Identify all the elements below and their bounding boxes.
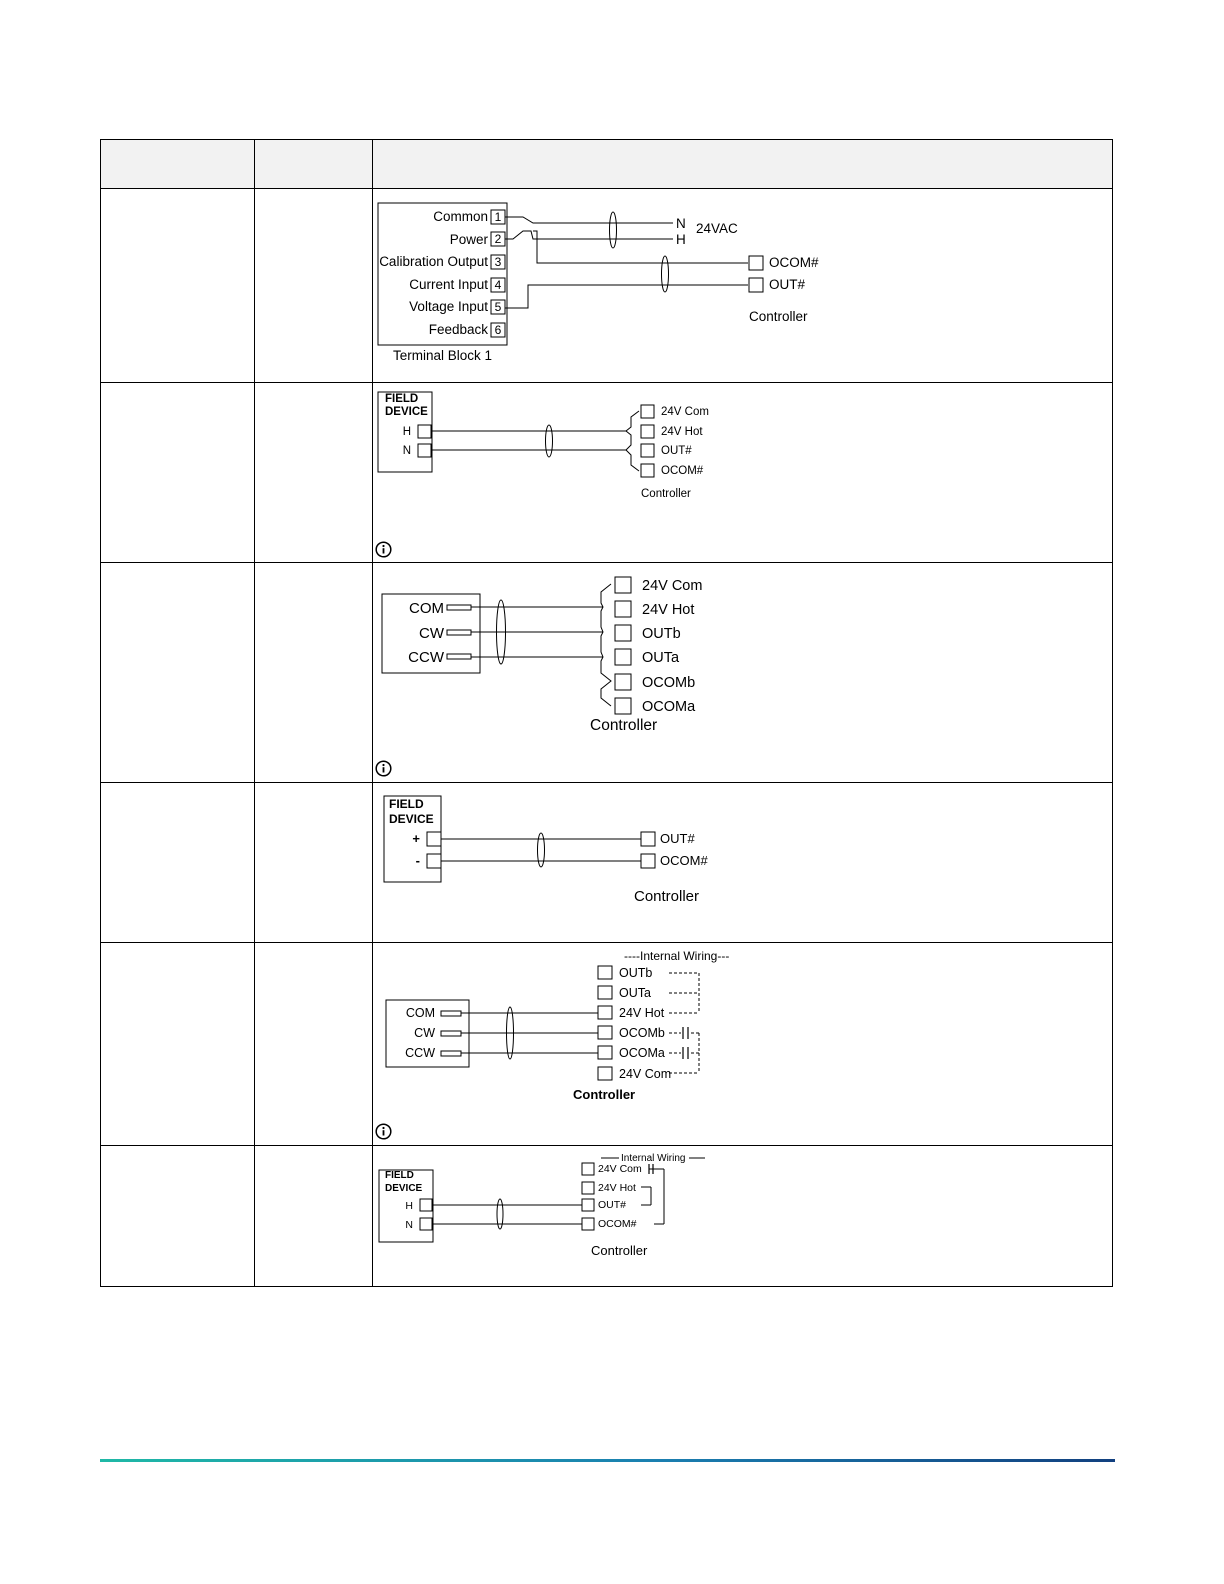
terminal-label: Common <box>433 209 489 224</box>
controller-terminal-label: OCOM# <box>661 465 704 477</box>
device-terminal-label: CW <box>419 625 445 642</box>
controller-terminal-label: OUT# <box>769 277 806 292</box>
field-device-wiring-diagram <box>373 383 1112 562</box>
header-cell-2 <box>255 140 373 189</box>
field-device-label: DEVICE <box>385 406 429 418</box>
controller-terminal-label: OUT# <box>660 831 695 846</box>
table-row <box>101 189 1113 383</box>
row-6-col-2 <box>255 1146 373 1287</box>
supply-voltage-label: 24VAC <box>696 221 739 236</box>
controller-terminal-label: 24V Hot <box>642 602 695 618</box>
terminal-label: Voltage Input <box>409 299 489 314</box>
terminal-label: Current Input <box>409 277 489 292</box>
info-icon <box>375 541 392 558</box>
internal-wiring-label: Internal Wiring <box>621 1153 686 1164</box>
controller-label: Controller <box>634 888 700 905</box>
table-row <box>101 1146 1113 1287</box>
row-5-diagram-cell <box>373 943 1113 1146</box>
controller-terminal-label: 24V Hot <box>619 1006 665 1020</box>
floating-actuator-wiring-diagram <box>373 563 1112 782</box>
controller-terminal-label: OUTb <box>619 966 653 980</box>
header-cell-3 <box>373 140 1113 189</box>
controller-terminal-label: 24V Hot <box>661 426 703 438</box>
row-5-col-1 <box>101 943 255 1146</box>
terminal-number: 3 <box>494 255 502 269</box>
controller-label: Controller <box>590 717 658 734</box>
row-2-col-2 <box>255 383 373 563</box>
table-row <box>101 783 1113 943</box>
controller-terminal-label: OUT# <box>661 445 692 457</box>
field-device-label: FIELD <box>385 1170 415 1181</box>
device-terminal-label: CW <box>414 1026 436 1040</box>
internal-wiring-actuator-diagram <box>373 943 1112 1145</box>
device-terminal-label: N <box>402 445 412 457</box>
device-terminal-label: COM <box>409 600 445 617</box>
controller-terminal-label: OCOM# <box>769 255 819 270</box>
row-5-col-2 <box>255 943 373 1146</box>
controller-terminal-label: 24V Com <box>598 1163 643 1175</box>
info-icon <box>375 760 392 777</box>
controller-terminal-label: OCOMa <box>619 1046 666 1060</box>
table-row <box>101 383 1113 563</box>
row-4-diagram-cell <box>373 783 1113 943</box>
row-4-col-2 <box>255 783 373 943</box>
controller-label: Controller <box>591 1243 648 1258</box>
controller-terminal-label: OCOMb <box>642 675 696 691</box>
wiring-table <box>100 139 1113 1287</box>
device-terminal-label: N <box>405 1219 414 1231</box>
terminal-number: 4 <box>494 278 502 292</box>
table-header-row <box>101 140 1113 189</box>
row-3-col-2 <box>255 563 373 783</box>
table-row <box>101 563 1113 783</box>
row-6-diagram-cell <box>373 1146 1113 1287</box>
supply-hot-label: H <box>676 232 686 247</box>
row-2-diagram-cell <box>373 383 1113 563</box>
controller-terminal-label: OUTa <box>619 986 652 1000</box>
row-3-col-1 <box>101 563 255 783</box>
terminal-label: Power <box>449 232 489 247</box>
field-device-label: FIELD <box>385 393 419 405</box>
field-device-label: DEVICE <box>385 1183 423 1194</box>
terminal-block-label: Terminal Block 1 <box>393 348 493 363</box>
device-terminal-label: H <box>402 426 412 438</box>
device-terminal-label: - <box>415 853 421 868</box>
terminal-number: 2 <box>494 232 502 246</box>
field-device-label: FIELD <box>389 797 424 811</box>
row-1-col-1 <box>101 189 255 383</box>
device-terminal-label: COM <box>406 1006 436 1020</box>
analog-output-wiring-diagram <box>373 783 1112 942</box>
info-icon <box>375 1123 392 1140</box>
footer-rule <box>100 1459 1115 1462</box>
field-device-label: DEVICE <box>389 812 434 826</box>
header-cell-1 <box>101 140 255 189</box>
controller-label: Controller <box>573 1087 636 1102</box>
internal-wiring-field-device-diagram <box>373 1146 1112 1286</box>
terminal-label: Feedback <box>428 322 489 337</box>
row-1-diagram-cell <box>373 189 1113 383</box>
terminal-label: Calibration Output <box>379 254 489 269</box>
terminal-number: 6 <box>494 323 502 337</box>
row-2-col-1 <box>101 383 255 563</box>
controller-terminal-label: OCOM# <box>598 1218 637 1230</box>
controller-terminal-label: OCOM# <box>660 853 708 868</box>
controller-terminal-label: OUT# <box>598 1199 627 1211</box>
controller-label: Controller <box>749 309 808 324</box>
supply-neutral-label: N <box>676 216 686 231</box>
controller-terminal-label: OCOMb <box>619 1026 666 1040</box>
device-terminal-label: H <box>405 1200 414 1212</box>
internal-wiring-label: ----Internal Wiring--- <box>624 949 730 963</box>
controller-terminal-label: 24V Com <box>661 406 710 418</box>
controller-terminal-label: 24V Com <box>619 1067 672 1081</box>
controller-terminal-label: OCOMa <box>642 699 696 715</box>
terminal-number: 1 <box>494 210 502 224</box>
row-1-col-2 <box>255 189 373 383</box>
controller-label: Controller <box>641 488 692 500</box>
controller-terminal-label: 24V Hot <box>598 1182 637 1194</box>
controller-terminal-label: OUTa <box>642 650 680 666</box>
terminal-block-wiring-diagram <box>373 189 1112 382</box>
controller-terminal-label: 24V Com <box>642 578 703 594</box>
device-terminal-label: CCW <box>405 1046 436 1060</box>
device-terminal-label: CCW <box>408 649 445 666</box>
row-3-diagram-cell <box>373 563 1113 783</box>
device-terminal-label: + <box>412 831 421 846</box>
terminal-number: 5 <box>494 300 502 314</box>
table-row <box>101 943 1113 1146</box>
controller-terminal-label: OUTb <box>642 626 681 642</box>
row-6-col-1 <box>101 1146 255 1287</box>
row-4-col-1 <box>101 783 255 943</box>
